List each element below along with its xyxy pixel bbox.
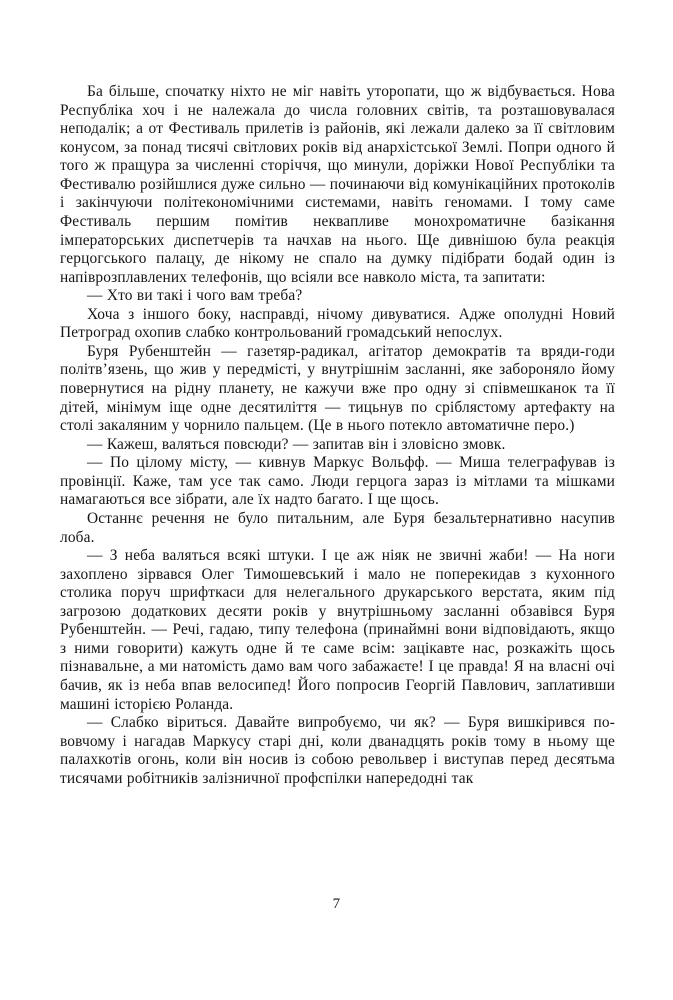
paragraph-5-dialogue: — Кажеш, валяться повсюди? — запитав він і зловісно змовк. — [87, 435, 506, 453]
paragraph-3: Хоча з іншого боку, насправді, нічому дивуватися. Адже ополудні Новий Петроград охопив слабко контрольований громадський непослух. — [60, 305, 615, 342]
paragraph-1: Ба більше, спочатку ніхто не міг навіть уторопати, що ж відбувається. Нова Республіка хоч і не належала до числа головних світів, та розташовувалася неподалік; а от Фестиваль прилетів із районів, які лежали далеко за її світловим конусом, за понад тисячі світлових років від анархістської Землі. Попри одного й того ж пращура за численні сторіччя, що минули, доріжки Нової Республіки та Фестивалю розійшлися дуже сильно — починаючи від комунікаційних протоколів і закінчуючи політекономічними системами, навіть геномами. І тому саме Фестиваль першим помітив неквапливе монохроматичне базікання імператорських диспетчерів та начхав на нього. Ще дивнішою була реакція герцогського палацу, де нікому не спало на думку підібрати бодай один із напіврозплавлених телефонів, що всіяли все навколо міста, та запитати: — [60, 83, 615, 286]
body-text — [60, 83, 615, 788]
paragraph-6-dialogue: — По цілому місту, — кивнув Маркус Вольфф. — Миша телеграфував із провінції. Каже, там усе так само. Люди герцога зараз із мітлами та мішками намагаються все зібрати, але їх надто багато. І ще щось. — [60, 454, 615, 509]
paragraph-4: Буря Рубенштейн — газетяр-радикал, агітатор демократів та вряди-годи політв’язень, що жив у передмісті, у внутрішнім засланні, яке забороняло йому повернутися на рідну планету, не кажучи вже про одну зі співмешканок та її дітей, мінімум іще одне десятиліття — тицьнув по сріблястому артефакту на столі закаляним у чорнило пальцем. (Це в нього потекло автоматичне перо.) — [60, 342, 615, 435]
paragraph-7: Останнє речення не було питальним, але Буря безальтернативно насупив лоба. — [60, 509, 615, 546]
page-number: 7 — [332, 896, 341, 912]
paragraph-9-dialogue: — Слабко віриться. Давайте випробуємо, чи як? — Буря вишкірився по-вовчому і нагадав Маркусу старі дні, коли дванадцять років тому в ньому ще палахкотів огонь, коли він носив із собою револьвер і виступав перед десятьма тисячами робітників залізничної профспілки напередодні так — [60, 714, 615, 787]
paragraph-8-dialogue: — З неба валяться всякі штуки. І це аж ніяк не звичні жаби! — На ноги захоплено зірвався Олег Тимошевський і мало не поперекидав з кухонного столика поруч шрифткаси для нелегального друкарського верстата, яким під загрозою додаткових десяти років у внутрішньому засланні обзавівся Буря Рубенштейн. — Речі, гадаю, типу телефона (принаймні вони відповідають, якщо з ними говорити) кажуть одне й те саме всім: зацікавте нас, розкажіть щось пізнавальне, а ми натомість дамо вам чого забажаєте! І це правда! Я на власні очі бачив, як із неба впав велосипед! Його попросив Георгій Павлович, заплативши машині історією Роланда. — [60, 547, 615, 713]
paragraph-2-dialogue: — Хто ви такі і чого вам треба? — [87, 287, 303, 305]
